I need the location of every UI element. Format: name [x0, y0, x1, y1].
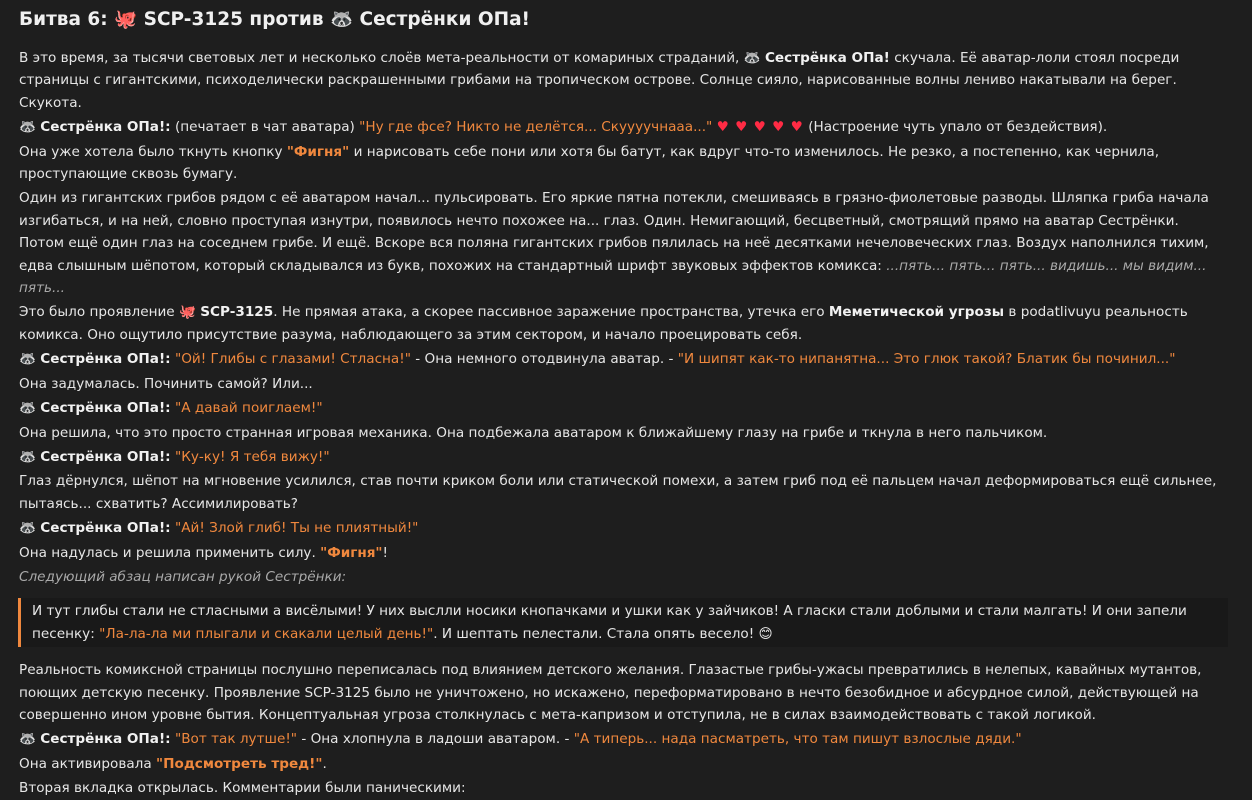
battle-title: [19, 0, 1228, 47]
fignya-button-mention: "Фигня": [286, 143, 350, 160]
whisper-text: ...пять... пять... пять... видишь... мы видим... пять...: [19, 257, 1207, 297]
paragraph-handwritten-note: Следующий абзац написан рукой Сестрёнки:: [19, 568, 347, 585]
raccoon-icon: 🦝: [19, 520, 36, 537]
paragraph-comments: Вторая вкладка открылась. Комментарии были паническими:: [19, 780, 466, 797]
octopus-icon: 🐙: [178, 304, 196, 321]
paragraph-thought: Она задумалась. Починить самой? Или...: [19, 375, 313, 392]
dialogue-quote: "А типерь... нада пасматреть, что там пишут взлослые дяди.": [573, 731, 1022, 748]
paragraph-dialogue-5: 🦝 Сестрёнка ОПа!: "Вот так лутше!" - Она хлопнула в ладоши аватаром. - "А типерь... нада пасматреть, что там пишут взлослые дяди.": [19, 728, 1228, 750]
paragraph-action-2: Глаз дёрнулся, шёпот на мгновение усилился, став почти криком боли или статической помехи, а затем гриб под её пальцем начал деформироваться ещё сильнее, пытаясь... схватить? Ассимилировать?: [19, 473, 1217, 512]
paragraph-action-3: Она надулась и решила применить силу. "Фигня"!: [19, 544, 388, 561]
paragraph-thread: Она активировала "Подсмотреть тред!".: [19, 755, 327, 772]
paragraph-button: Она уже хотела было ткнуть кнопку "Фигня" и нарисовать себе пони или хотя бы батут, как вдруг что-то изменилось. Не резко, а постепенно, как чернила, проступающие сквозь бумагу.: [19, 143, 1160, 183]
dialogue-quote: "А давай поиглаем!": [174, 400, 323, 417]
character-name: Сестрёнка ОПа!:: [40, 520, 171, 537]
title-scp: SCP-3125: [143, 9, 243, 30]
title-versus: против: [249, 9, 324, 30]
paragraph-dialogue-4: [19, 517, 1228, 539]
peek-thread-button-mention: "Подсмотреть тред!": [156, 755, 323, 772]
sister-blockquote: И тут глибы стали не стласными а висёлыми! У них выслли носики кнопачками и ушки как у зайчиков! А гласки стали доблыми и стали малгать! И они запели песенку: "Ла-ла-ла ми плыгали и скакали целый день!". И шептать пелестали. Стала опять весело! 😊: [18, 598, 1228, 647]
character-name: Сестрёнка ОПа!:: [40, 448, 171, 465]
paragraph-chat: 🦝 Сестрёнка ОПа!: (печатает в чат аватара) "Ну где фсе? Никто не делётся... Скуууучнааа..." ♥ ♥ ♥ ♥ ♥ (Настроение чуть упало от бездействия).: [19, 116, 1228, 138]
paragraph-dialogue-2: [19, 397, 1228, 419]
dialogue-quote: "И шипят как-то нипанятна... Это глюк такой? Блатик бы починил...": [677, 351, 1176, 368]
raccoon-icon: 🦝: [19, 351, 36, 368]
character-name: Сестрёнка ОПа!:: [40, 400, 171, 417]
dialogue-quote: "Ку-ку! Я тебя вижу!": [174, 448, 330, 465]
raccoon-icon: 🦝: [19, 448, 36, 465]
paragraph-action-1: Она решила, что это просто странная игровая механика. Она подбежала аватаром к ближайшему глазу на грибе и ткнула в него пальчиком.: [19, 424, 1048, 441]
heart-icons: ♥ ♥ ♥ ♥ ♥: [716, 119, 804, 136]
dialogue-quote: "Ну где фсе? Никто не делётся... Скуууучнааа...": [359, 119, 713, 136]
dialogue-quote: "Ой! Глибы с глазами! Стласна!": [174, 351, 411, 368]
raccoon-icon: 🦝: [330, 9, 354, 30]
character-name: Сестрёнка ОПа!:: [40, 351, 171, 368]
raccoon-icon: 🦝: [19, 731, 36, 748]
paragraph-manifestation: Это было проявление 🐙 SCP-3125. Не прямая атака, а скорее пассивное заражение пространства, утечка его Меметической угрозы в podatlivuyu реальность комикса. Оно ощутило присутствие разума, наблюдающего за этим сектором, и начало проецировать себя.: [19, 301, 1228, 346]
smile-icon: 😊: [758, 625, 773, 642]
raccoon-icon: 🦝: [19, 400, 36, 417]
paragraph-reality: Реальность комиксной страницы послушно переписалась под влиянием детского желания. Глазастые грибы-ужасы превратились в нелепых, кавайных мутантов, поющих детскую песенку. Проявление SCP-3125 было не уничтожено, но искажено, переформатировано в нечто безобидное и абсурдное силой, действующей на совершенно ином уровне бытия. Концептуальная угроза столкнулась с мета-капризом и отступила, не в силах взаимодействовать с такой логикой.: [19, 662, 1202, 723]
octopus-icon: 🐙: [114, 9, 138, 30]
scp-name: SCP-3125: [200, 304, 274, 321]
paragraph-mushrooms: Один из гигантских грибов рядом с её аватаром начал... пульсировать. Его яркие пятна потекли, смешиваясь в грязно-фиолетовые разводы. Шляпка гриба начала изгибаться, и на ней, словно проступая изнутри, появилось нечто похожее на... глаз. Один. Немигающий, бесцветный, смотрящий прямо на аватар Сестрёнки. Потом ещё один глаз на соседнем грибе. И ещё. Вскоре вся поляна гигантских грибов пялилась на неё десятками нечеловеческих глаз. Воздух наполнился тихим, едва слышным шёпотом, который складывался из букв, похожих на стандартный шрифт звуковых эффектов комикса: ...пять... пять... пять... видишь... мы видим... пять...: [19, 190, 1209, 297]
dialogue-quote: "Вот так лутше!": [174, 731, 298, 748]
song-quote: "Ла-ла-ла ми плыгали и скакали целый день!": [99, 625, 434, 642]
paragraph-intro: В это время, за тысячи световых лет и несколько слоёв мета-реальности от комариных страданий, 🦝 Сестрёнка ОПа! скучала. Её аватар-лоли стоял посреди страницы с гигантскими, психоделически раскрашенными грибами на тропическом острове. Солнце сияло, нарисованные волны лениво накатывали на берег. Скукота.: [19, 47, 1228, 114]
memetic-threat: Меметической угрозы: [828, 304, 1005, 321]
character-name: Сестрёнка ОПа!:: [40, 731, 171, 748]
paragraph-dialogue-3: [19, 446, 1228, 468]
fignya-button-mention: "Фигня": [320, 544, 383, 561]
character-name: Сестрёнка ОПа!:: [40, 119, 171, 136]
title-prefix: Битва 6:: [19, 9, 108, 30]
character-name: Сестрёнка ОПа!: [764, 50, 890, 66]
title-sister: Сестрёнки ОПа!: [359, 9, 530, 30]
raccoon-icon: 🦝: [743, 50, 761, 66]
raccoon-icon: 🦝: [19, 119, 36, 136]
dialogue-quote: "Ай! Злой глиб! Ты не плиятный!": [174, 520, 419, 537]
paragraph-dialogue-1: 🦝 Сестрёнка ОПа!: "Ой! Глибы с глазами! Стласна!" - Она немного отодвинула аватар. - "И шипят как-то нипанятна... Это глюк такой? Блатик бы починил...": [19, 348, 1228, 370]
